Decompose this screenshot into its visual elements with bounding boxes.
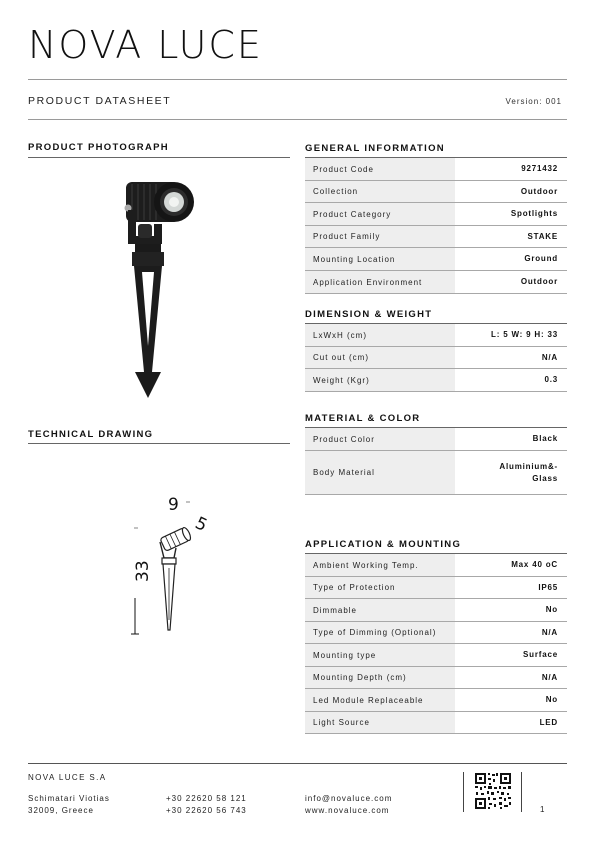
footer-company: NOVA LUCE S.A bbox=[28, 773, 107, 782]
row-label: Ambient Working Temp. bbox=[305, 554, 455, 576]
email-link[interactable]: info@novaluce.com bbox=[305, 794, 393, 803]
dim-height-label: 33 bbox=[133, 560, 153, 582]
table-row bbox=[305, 324, 567, 347]
website-link[interactable]: www.novaluce.com bbox=[305, 806, 390, 815]
row-label: Weight (Kgr) bbox=[305, 369, 455, 391]
row-label: Mounting Depth (cm) bbox=[305, 667, 455, 688]
row-label: Light Source bbox=[305, 712, 455, 733]
section-title-photo: PRODUCT PHOTOGRAPH bbox=[28, 142, 169, 153]
application-table bbox=[305, 554, 567, 734]
table-row bbox=[305, 428, 567, 451]
phone-1: +30 22620 58 121 bbox=[166, 794, 247, 803]
footer-contact bbox=[305, 793, 392, 817]
row-label: LxWxH (cm) bbox=[305, 324, 455, 346]
section-divider bbox=[28, 443, 290, 444]
section-divider bbox=[28, 157, 290, 158]
row-value: Surface bbox=[523, 650, 558, 659]
header-divider bbox=[28, 79, 567, 80]
row-value: Spotlights bbox=[510, 209, 558, 218]
table-row bbox=[305, 554, 567, 577]
material-table bbox=[305, 428, 567, 495]
brand-logo: NOVA LUCE bbox=[28, 23, 263, 67]
row-value: LED bbox=[539, 717, 558, 727]
row-label: Type of Dimming (Optional) bbox=[305, 622, 455, 643]
row-value: L: 5 W: 9 H: 33 bbox=[491, 330, 558, 339]
section-title-general: GENERAL INFORMATION bbox=[305, 143, 445, 154]
row-value: Ground bbox=[524, 254, 558, 263]
address-line-1: Schimatari Viotias bbox=[28, 794, 110, 803]
dimension-table bbox=[305, 324, 567, 392]
row-label: Mounting Location bbox=[305, 248, 455, 270]
row-value: Black bbox=[532, 434, 558, 443]
footer-address bbox=[28, 793, 110, 817]
row-label: Product Code bbox=[305, 158, 455, 180]
address-line-2: 32009, Greece bbox=[28, 806, 94, 815]
section-title-material: MATERIAL & COLOR bbox=[305, 413, 421, 424]
section-title-drawing: TECHNICAL DRAWING bbox=[28, 429, 154, 440]
row-value: IP65 bbox=[538, 582, 558, 592]
table-row bbox=[305, 451, 567, 495]
footer-phones bbox=[166, 793, 247, 817]
phone-2: +30 22620 56 743 bbox=[166, 806, 247, 815]
product-photo bbox=[118, 176, 198, 402]
row-label: Body Material bbox=[305, 451, 455, 494]
row-value: No bbox=[545, 695, 558, 704]
row-value: Outdoor bbox=[520, 186, 558, 196]
footer-separator bbox=[463, 772, 464, 812]
row-label: Mounting type bbox=[305, 644, 455, 666]
table-row bbox=[305, 667, 567, 689]
row-label: Dimmable bbox=[305, 599, 455, 621]
table-row bbox=[305, 347, 567, 369]
table-row bbox=[305, 248, 567, 271]
row-label: Product Family bbox=[305, 226, 455, 247]
footer-separator bbox=[521, 772, 522, 812]
table-row bbox=[305, 181, 567, 203]
row-value: N/A bbox=[541, 352, 558, 362]
table-row bbox=[305, 158, 567, 181]
row-label: Application Environment bbox=[305, 271, 455, 293]
qr-code-icon[interactable] bbox=[474, 772, 512, 810]
row-label: Type of Protection bbox=[305, 577, 455, 598]
row-value: No bbox=[545, 605, 558, 614]
table-row bbox=[305, 271, 567, 294]
table-row bbox=[305, 599, 567, 622]
row-label: Cut out (cm) bbox=[305, 347, 455, 368]
table-row bbox=[305, 689, 567, 712]
row-label: Product Category bbox=[305, 203, 455, 225]
footer-divider bbox=[28, 763, 567, 764]
table-row bbox=[305, 577, 567, 599]
technical-drawing bbox=[118, 488, 228, 648]
row-label: Led Module Replaceable bbox=[305, 689, 455, 711]
table-row bbox=[305, 622, 567, 644]
row-value: Aluminium&-Glass bbox=[499, 461, 558, 483]
row-value: STAKE bbox=[527, 231, 558, 241]
table-row bbox=[305, 644, 567, 667]
general-info-table bbox=[305, 158, 567, 294]
row-label: Collection bbox=[305, 181, 455, 202]
row-value: 9271432 bbox=[521, 164, 558, 173]
table-row bbox=[305, 203, 567, 226]
page-title: PRODUCT DATASHEET bbox=[28, 95, 172, 107]
dim-width-label: 9 bbox=[168, 495, 179, 515]
row-value: Outdoor bbox=[520, 277, 558, 286]
section-title-application: APPLICATION & MOUNTING bbox=[305, 539, 462, 550]
table-row bbox=[305, 226, 567, 248]
row-value: Max 40 oC bbox=[511, 560, 558, 569]
row-value: N/A bbox=[541, 672, 558, 682]
row-value: 0.3 bbox=[544, 375, 558, 384]
version-label: Version: 001 bbox=[505, 97, 562, 106]
page-number: 1 bbox=[540, 805, 545, 814]
row-value: N/A bbox=[541, 627, 558, 637]
header-divider-bottom bbox=[28, 119, 567, 120]
section-title-dimension: DIMENSION & WEIGHT bbox=[305, 309, 433, 320]
row-label: Product Color bbox=[305, 428, 455, 450]
dim-length-label: 5 bbox=[191, 513, 211, 537]
table-row bbox=[305, 369, 567, 392]
table-row bbox=[305, 712, 567, 734]
